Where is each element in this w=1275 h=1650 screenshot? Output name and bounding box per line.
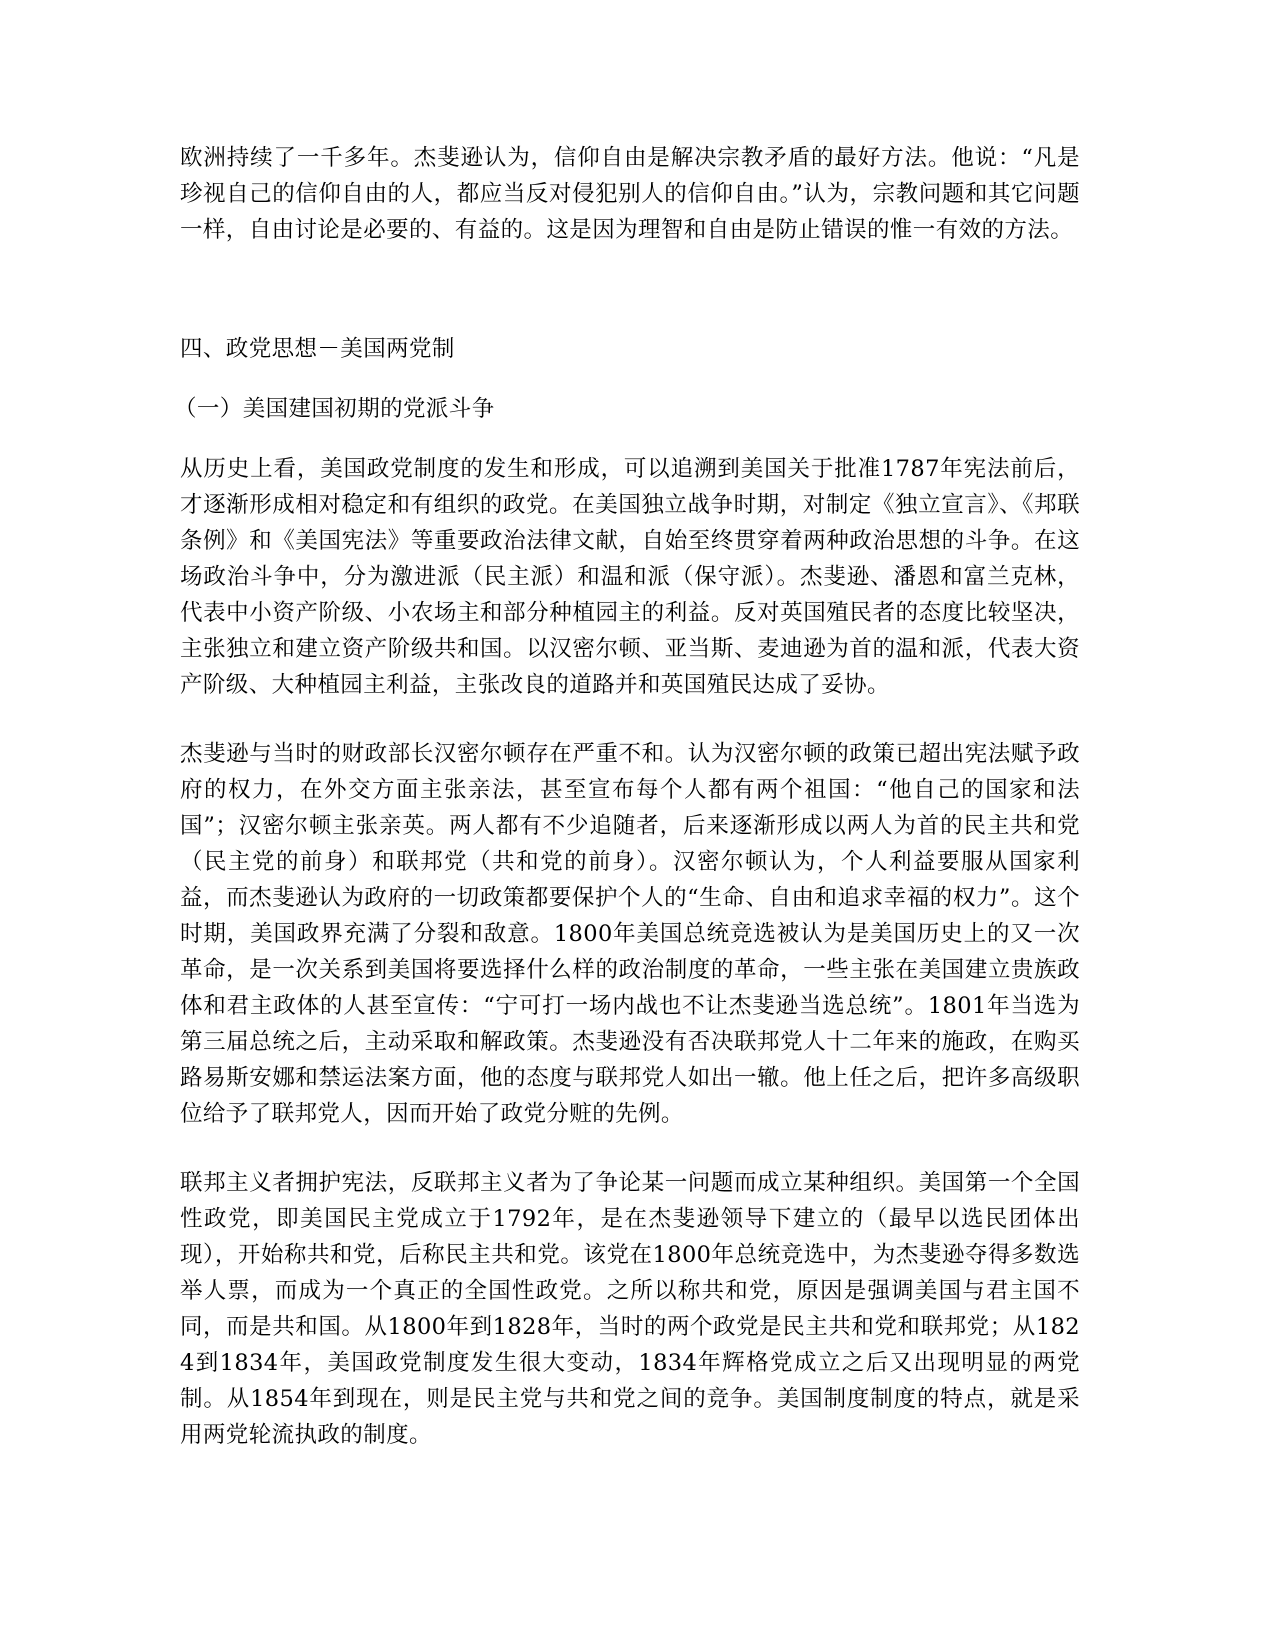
- paragraph-origins: 从历史上看，美国政党制度的发生和形成，可以追溯到美国关于批准1787年宪法前后，才逐渐形成相对稳定和有组织的政党。在美国独立战争时期，对制定《独立宣言》、《邦联条例》和《美国宪法》等重要政治法律文献，自始至终贯穿着两种政治思想的斗争。在这场政治斗争中，分为激进派（民主派）和温和派（保守派）。杰斐逊、潘恩和富兰克林，代表中小资产阶级、小农场主和部分种植园主的利益。反对英国殖民者的态度比较坚决，主张独立和建立资产阶级共和国。以汉密尔顿、亚当斯、麦迪逊为首的温和派，代表大资产阶级、大种植园主利益，主张改良的道路并和英国殖民达成了妥协。: [180, 456, 1080, 698]
- paragraph-jefferson-hamilton: 杰斐逊与当时的财政部长汉密尔顿存在严重不和。认为汉密尔顿的政策已超出宪法赋予政府的权力，在外交方面主张亲法，甚至宣布每个人都有两个祖国：“他自己的国家和法国”；汉密尔顿主张亲英。两人都有不少追随者，后来逐渐形成以两人为首的民主共和党（民主党的前身）和联邦党（共和党的前身）。汉密尔顿认为，个人利益要服从国家利益，而杰斐逊认为政府的一切政策都要保护个人的“生命、自由和追求幸福的权力”。这个时期，美国政界充满了分裂和敌意。1800年美国总统竞选被认为是美国历史上的又一次革命，是一次关系到美国将要选择什么样的政治制度的革命，一些主张在美国建立贵族政体和君主政体的人甚至宣传：“宁可打一场内战也不让杰斐逊当选总统”。1801年当选为第三届总统之后，主动采取和解政策。杰斐逊没有否决联邦党人十二年来的施政，在购买路易斯安娜和禁运法案方面，他的态度与联邦党人如出一辙。他上任之后，把许多高级职位给予了联邦党人，因而开始了政党分赃的先例。: [180, 741, 1080, 1127]
- paragraph-two-party-system: 联邦主义者拥护宪法，反联邦主义者为了争论某一问题而成立某种组织。美国第一个全国性政党，即美国民主党成立于1792年，是在杰斐逊领导下建立的（最早以选民团体出现），开始称共和党，后称民主共和党。该党在1800年总统竞选中，为杰斐逊夺得多数选举人票，而成为一个真正的全国性政党。之所以称共和党，原因是强调美国与君主国不同，而是共和国。从1800年到1828年，当时的两个政党是民主共和党和联邦党；从1824到1834年，美国政党制度发生很大变动，1834年辉格党成立之后又出现明显的两党制。从1854年到现在，则是民主党与共和党之间的竞争。美国制度制度的特点，就是采用两党轮流执政的制度。: [180, 1170, 1080, 1448]
- document-page: [174, 140, 1080, 1453]
- section-heading: 四、政党思想－美国两党制: [180, 336, 455, 362]
- intro-paragraph: 欧洲持续了一千多年。杰斐逊认为，信仰自由是解决宗教矛盾的最好方法。他说：“凡是珍视自己的信仰自由的人，都应当反对侵犯别人的信仰自由。”认为，宗教问题和其它问题一样，自由讨论是必要的、有益的。这是因为理智和自由是防止错误的惟一有效的方法。: [180, 145, 1080, 243]
- subsection-heading: （一）美国建国初期的党派斗争: [174, 396, 495, 422]
